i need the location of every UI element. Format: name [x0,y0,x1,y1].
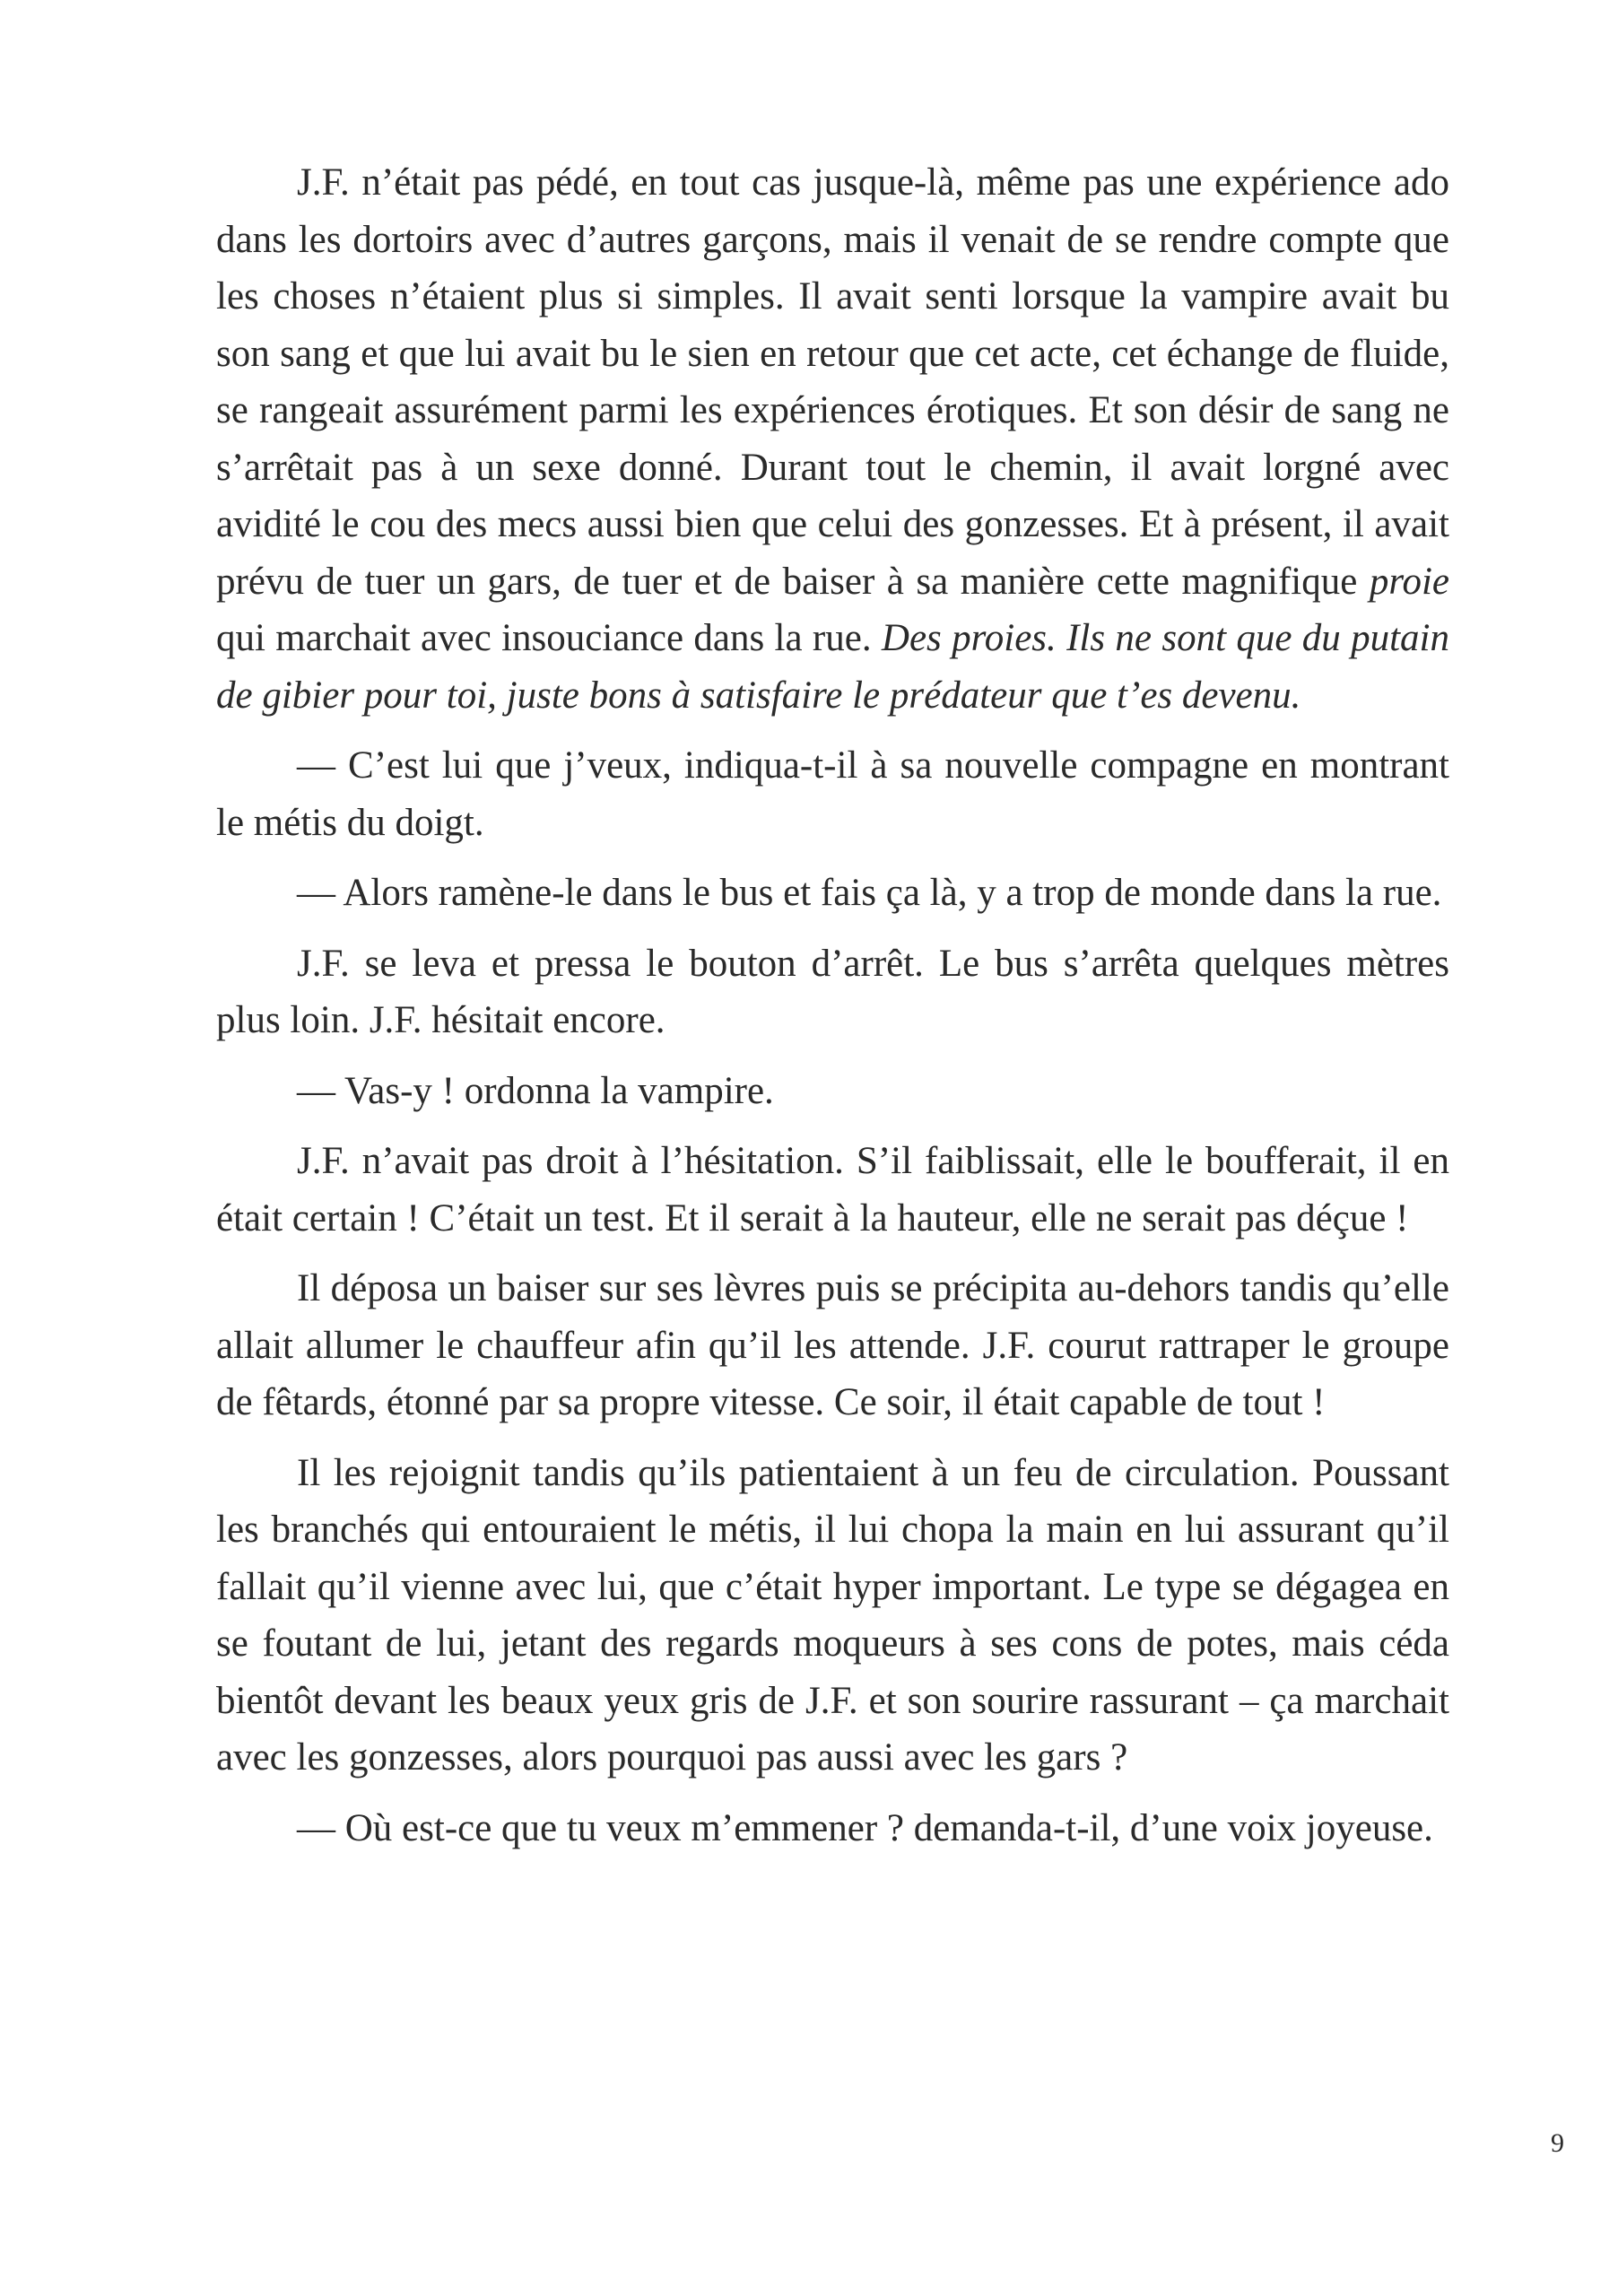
paragraph-3 [216,865,1449,922]
p3-text: — Alors ramène-le dans le bus et fais ça là, y a trop de monde dans la rue. [297,872,1442,914]
p9-text: — Où est-ce que tu veux m’emmener ? demanda-t-il, d’une voix joyeuse. [297,1806,1433,1849]
body-text [216,154,1449,1870]
page-number: 9 [1551,2128,1564,2158]
paragraph-7 [216,1260,1449,1431]
paragraph-2 [216,737,1449,851]
p6-text: J.F. n’avait pas droit à l’hésitation. S’il faiblissait, elle le boufferait, il en était certain ! C’était un test. Et il serait à la hauteur, elle ne serait pas déçue ! [216,1140,1449,1239]
paragraph-9 [216,1800,1449,1857]
paragraph-4 [216,935,1449,1049]
p1-seg-4-italic: Des proies. Ils ne sont que du putain de gibier pour toi, juste bons à satisfaire le prédateur que t’es devenu. [216,617,1449,717]
p7-text: Il déposa un baiser sur ses lèvres puis se précipita au-dehors tandis qu’elle allait allumer le chauffeur afin qu’il les attende. J.F. courut rattraper le groupe de fêtards, étonné par sa propre vitesse. Ce soir, il était capable de tout ! [216,1267,1449,1423]
paragraph-1 [216,154,1449,724]
p1-seg-3: qui marchait avec insouciance dans la rue. [216,617,882,659]
paragraph-6 [216,1133,1449,1247]
p8-text: Il les rejoignit tandis qu’ils patientaient à un feu de circulation. Poussant les branchés qui entouraient le métis, il lui chopa la main en lui assurant qu’il fallait qu’il vienne avec lui, que c’était hyper important. Le type se dégagea en se foutant de lui, jetant des regards moqueurs à ses cons de potes, mais céda bientôt devant les beaux yeux gris de J.F. et son sourire rassurant – ça marchait avec les gonzesses, alors pourquoi pas aussi avec les gars ? [216,1451,1449,1779]
paragraph-5 [216,1063,1449,1120]
p4-text: J.F. se leva et pressa le bouton d’arrêt. Le bus s’arrêta quelques mètres plus loin. J.F. hésitait encore. [216,942,1449,1041]
p5-text: — Vas-y ! ordonna la vampire. [297,1069,774,1112]
p1-seg-2-italic: proie [1369,560,1449,603]
p2-text: — C’est lui que j’veux, indiqua-t-il à sa nouvelle compagne en montrant le métis du doigt. [216,744,1449,844]
paragraph-8 [216,1445,1449,1787]
p1-seg-1: J.F. n’était pas pédé, en tout cas jusque-là, même pas une expérience ado dans les dortoirs avec d’autres garçons, mais il venait de se rendre compte que les choses n’étaient plus si simples. Il avait senti lorsque la vampire avait bu son sang et que lui avait bu le sien en retour que cet acte, cet échange de fluide, se rangeait assurément parmi les expériences érotiques. Et son désir de sang ne s’arrêtait pas à un sexe donné. Durant tout le chemin, il avait lorgné avec avidité le cou des mecs aussi bien que celui des gonzesses. Et à présent, il avait prévu de tuer un gars, de tuer et de baiser à sa manière cette magnifique [216,161,1449,603]
